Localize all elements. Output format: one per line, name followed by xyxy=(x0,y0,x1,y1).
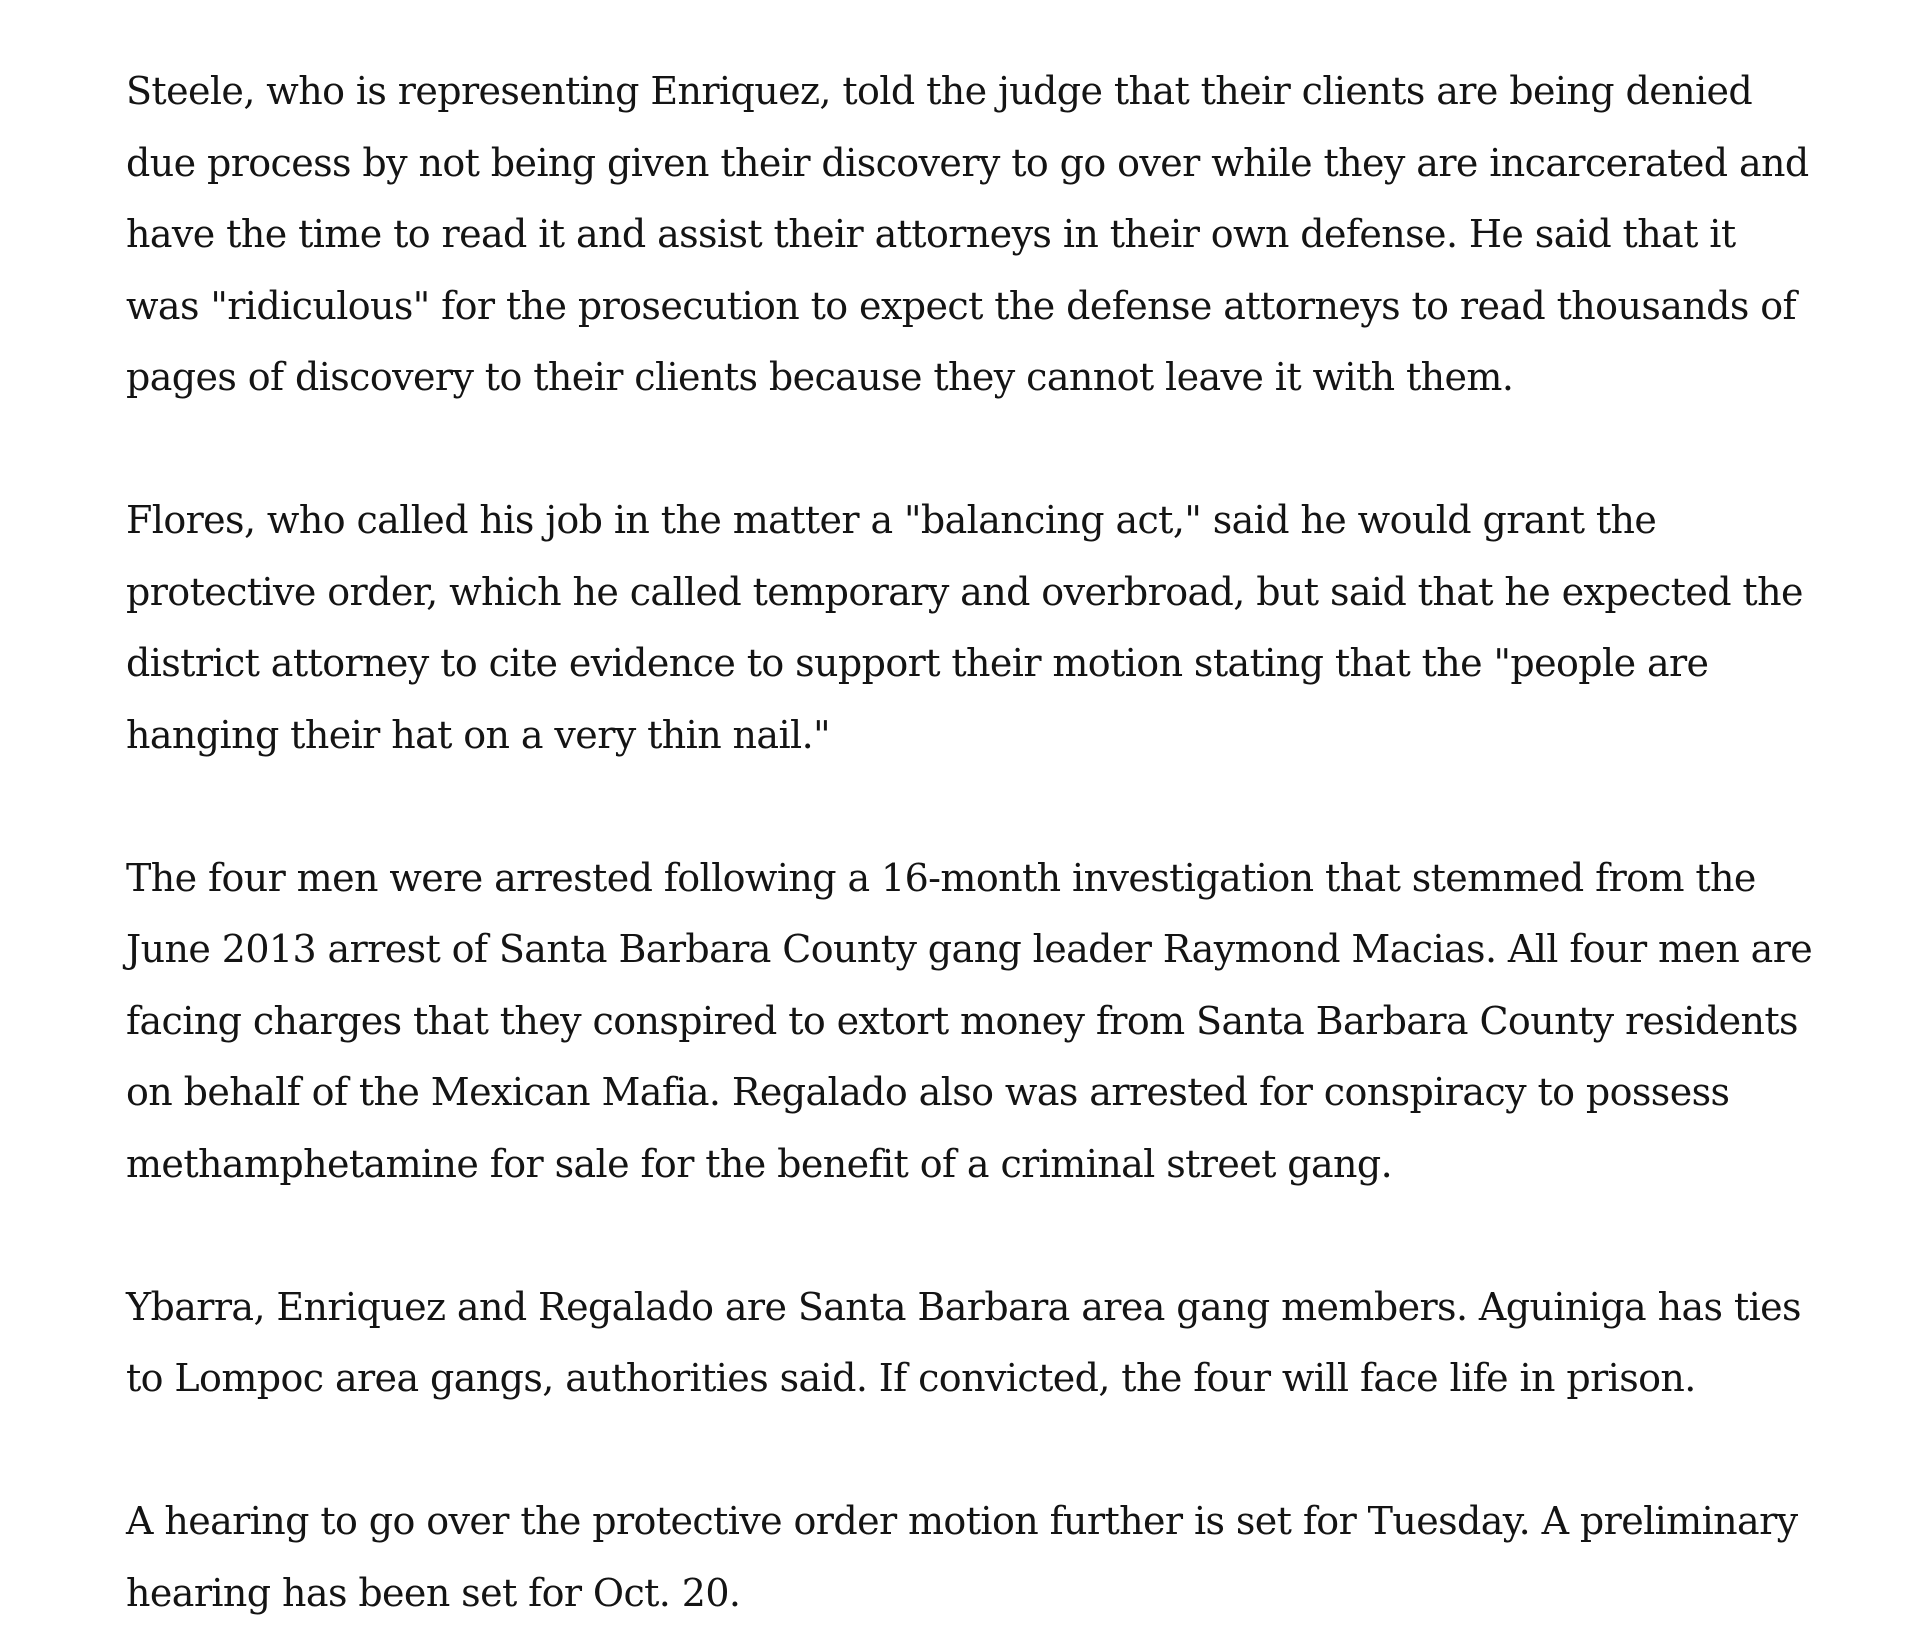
paragraph-line: Steele, who is representing Enriquez, told the judge that their clients are being denied xyxy=(126,69,1753,113)
paragraph-line: have the time to read it and assist their attorneys in their own defense. He said that it xyxy=(126,212,1736,256)
paragraph-line: The four men were arrested following a 16-month investigation that stemmed from the xyxy=(126,855,1756,900)
paragraph-line: hearing has been set for Oct. 20. xyxy=(126,1570,741,1615)
paragraph-line: pages of discovery to their clients because they cannot leave it with them. xyxy=(126,355,1514,399)
paragraph-line: was "ridiculous" for the prosecution to expect the defense attorneys to read thousands of xyxy=(126,283,1796,328)
paragraph-line: Flores, who called his job in the matter a "balancing act," said he would grant the xyxy=(126,498,1657,542)
paragraph-line: June 2013 arrest of Santa Barbara County gang leader Raymond Macias. All four men are xyxy=(126,927,1813,971)
paragraph-line: to Lompoc area gangs, authorities said. If convicted, the four will face life in prison. xyxy=(126,1356,1696,1400)
article-paragraph xyxy=(126,843,1826,1201)
paragraph-line: protective order, which he called temporary and overbroad, but said that he expected the xyxy=(126,569,1803,614)
article-paragraph xyxy=(126,485,1826,771)
article-paragraph xyxy=(126,56,1826,414)
paragraph-line: A hearing to go over the protective order motion further is set for Tuesday. A preliminary xyxy=(126,1499,1798,1543)
paragraph-line: Ybarra, Enriquez and Regalado are Santa Barbara area gang members. Aguiniga has ties xyxy=(126,1284,1801,1329)
article-paragraph xyxy=(126,1486,1826,1629)
paragraph-line: hanging their hat on a very thin nail." xyxy=(126,712,830,757)
article-paragraph xyxy=(126,1272,1826,1415)
paragraph-line: facing charges that they conspired to extort money from Santa Barbara County residents xyxy=(126,998,1798,1043)
paragraph-line: methamphetamine for sale for the benefit of a criminal street gang. xyxy=(126,1141,1393,1186)
article-body xyxy=(126,56,1826,1629)
paragraph-line: due process by not being given their discovery to go over while they are incarcerated and xyxy=(126,140,1809,185)
paragraph-line: on behalf of the Mexican Mafia. Regalado also was arrested for conspiracy to possess xyxy=(126,1070,1730,1114)
paragraph-line: district attorney to cite evidence to support their motion stating that the "people are xyxy=(126,641,1709,685)
